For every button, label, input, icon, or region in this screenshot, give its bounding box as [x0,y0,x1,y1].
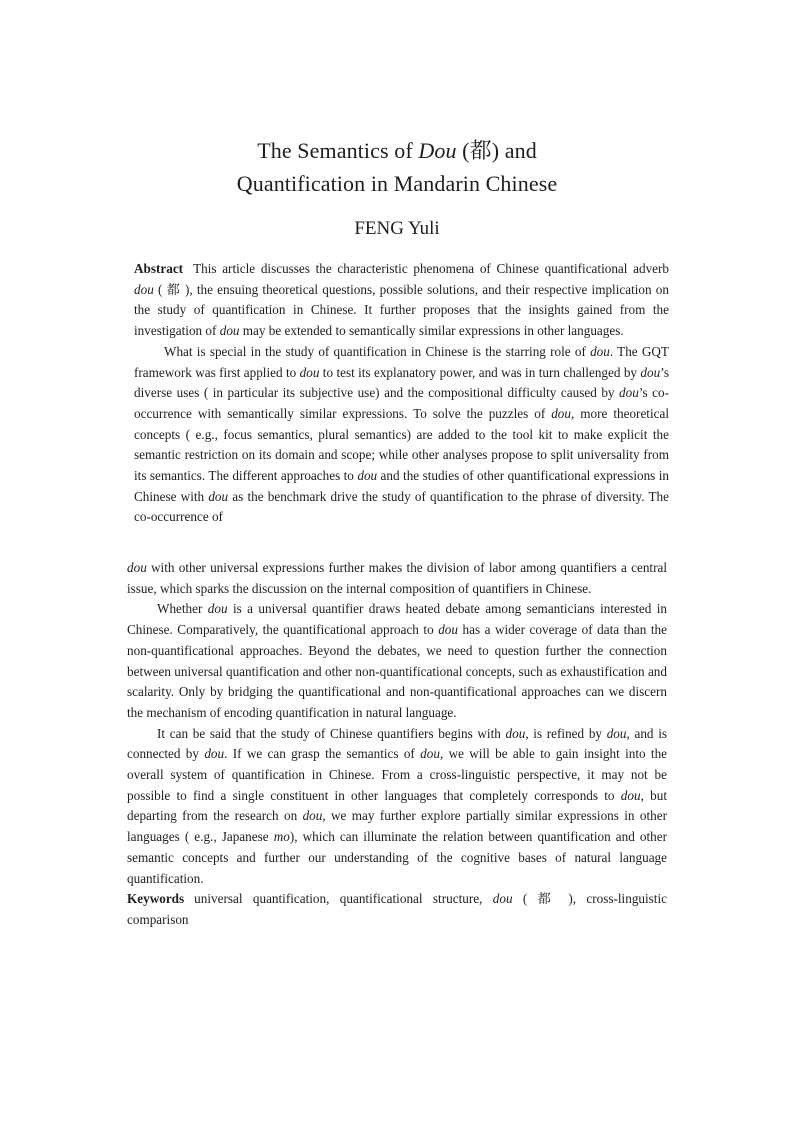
abstract-paragraph-5 [127,724,667,890]
title-text: The Semantics of [257,138,419,163]
italic-term: dou [208,488,229,504]
text-run: is a universal quantifier draws heated debate among semanticians interested in Chinese. Comparatively, the quantificational approach to [127,601,667,638]
italic-term: dou [606,725,627,741]
italic-term: dou [640,364,661,380]
italic-term: dou [492,891,513,907]
keywords-paragraph [127,889,667,930]
italic-term: dou [619,385,639,401]
text-run: ), which can illuminate the relation between quantification and other semantic concepts and further our understanding of the cognitive bases of natural language quantification. [127,829,668,886]
abstract-paragraph-1 [134,259,669,342]
text-run: It can be said that the study of Chinese quantifiers begins with [157,725,506,741]
text-run: Whether [157,601,208,617]
text-run: What is special in the study of quantification in Chinese is the starring role of [164,343,591,359]
text-run: , we may further explore partially similar expressions in other languages ( e.g., Japanese [127,808,668,845]
keywords-label: Keywords [127,891,185,907]
abstract-paragraph-2 [134,342,669,528]
title-line-2: Quantification in Mandarin Chinese [236,171,558,196]
text-run: with other universal expressions further makes the division of labor among quantifiers a central issue, which sparks the discussion on the internal composition of quantifiers in Chinese. [127,560,667,596]
italic-term: dou [420,746,440,762]
text-run: universal quantification, quantificational structure, [194,891,493,907]
author-name: FENG Yuli [354,218,440,239]
italic-term: dou [590,343,610,359]
abstract-label: Abstract [134,261,184,276]
italic-term: dou [207,601,228,617]
italic-term: dou [620,787,641,803]
abstract-block-top [134,259,669,528]
title-text: (都) and [456,138,537,163]
text-run: ’s diverse uses ( in particular its subjective use) and the compositional difficulty caused by [134,364,669,401]
italic-term: dou [134,281,154,297]
italic-term: dou [127,560,147,575]
text-run: ( 都 ), the ensuing theoretical questions, possible solutions, and their respective implication on the study of quantification in Chinese. It further proposes that the insights gained from the investigation of [134,281,669,339]
italic-term: dou [299,364,320,380]
title-line-1 [0,140,794,162]
text-run: , is refined by [525,725,607,741]
italic-term: dou [204,746,225,762]
italic-term: dou [302,808,323,824]
abstract-paragraph-3 [127,558,667,599]
text-run: may be extended to semantically similar expressions in other languages. [239,323,624,339]
italic-term: mo [273,829,290,845]
abstract-block-bottom [127,558,667,931]
text-run: . If we can grasp the semantics of [224,746,421,762]
text-run: , but departing from the research on [127,787,667,824]
italic-term: dou [438,622,458,638]
italic-term: dou [219,323,240,339]
text-run: , we will be able to gain insight into the overall system of quantification in Chinese. From a cross-linguistic perspective, it may not be possible to find a single constituent in other languages that completely corresponds to [127,746,668,803]
text-run: This article discusses the characteristic phenomena of Chinese quantificational adverb [193,261,669,276]
title-italic-term: Dou [418,138,457,163]
text-run: . The GQT framework was first applied to [134,343,669,380]
text-run: ’s co-occurrence with semantically similar expressions. To solve the puzzles of [134,385,669,421]
text-run: to test its explanatory power, and was in turn challenged by [319,364,641,380]
italic-term: dou [551,405,571,421]
text-run: has a wider coverage of data than the non-quantificational approaches. Beyond the debates, we need to question further the connection between universal quantification and other non-quantificational concepts, such as exhaustification and scalarity. Only by bridging the quantificational and non-quantificational approaches can we discern the mechanism of encoding quantification in natural language. [127,622,667,720]
text-run: , more theoretical concepts ( e.g., focus semantics, plural semantics) are added to the tool kit to make explicit the semantic restriction on its domain and scope; while other analyses propose to split universality from its semantics. The different approaches to [134,405,669,484]
text-run: as the benchmark drive the study of quantification to the phrase of diversity. The co-occurrence of [134,488,669,525]
text-run: , and is connected by [127,725,667,762]
abstract-paragraph-4 [127,599,667,723]
italic-term: dou [357,468,378,484]
text-run: and the studies of other quantificational expressions in Chinese with [134,468,669,504]
italic-term: dou [505,725,526,741]
text-run: ( 都 ), cross-linguistic comparison [127,891,667,927]
